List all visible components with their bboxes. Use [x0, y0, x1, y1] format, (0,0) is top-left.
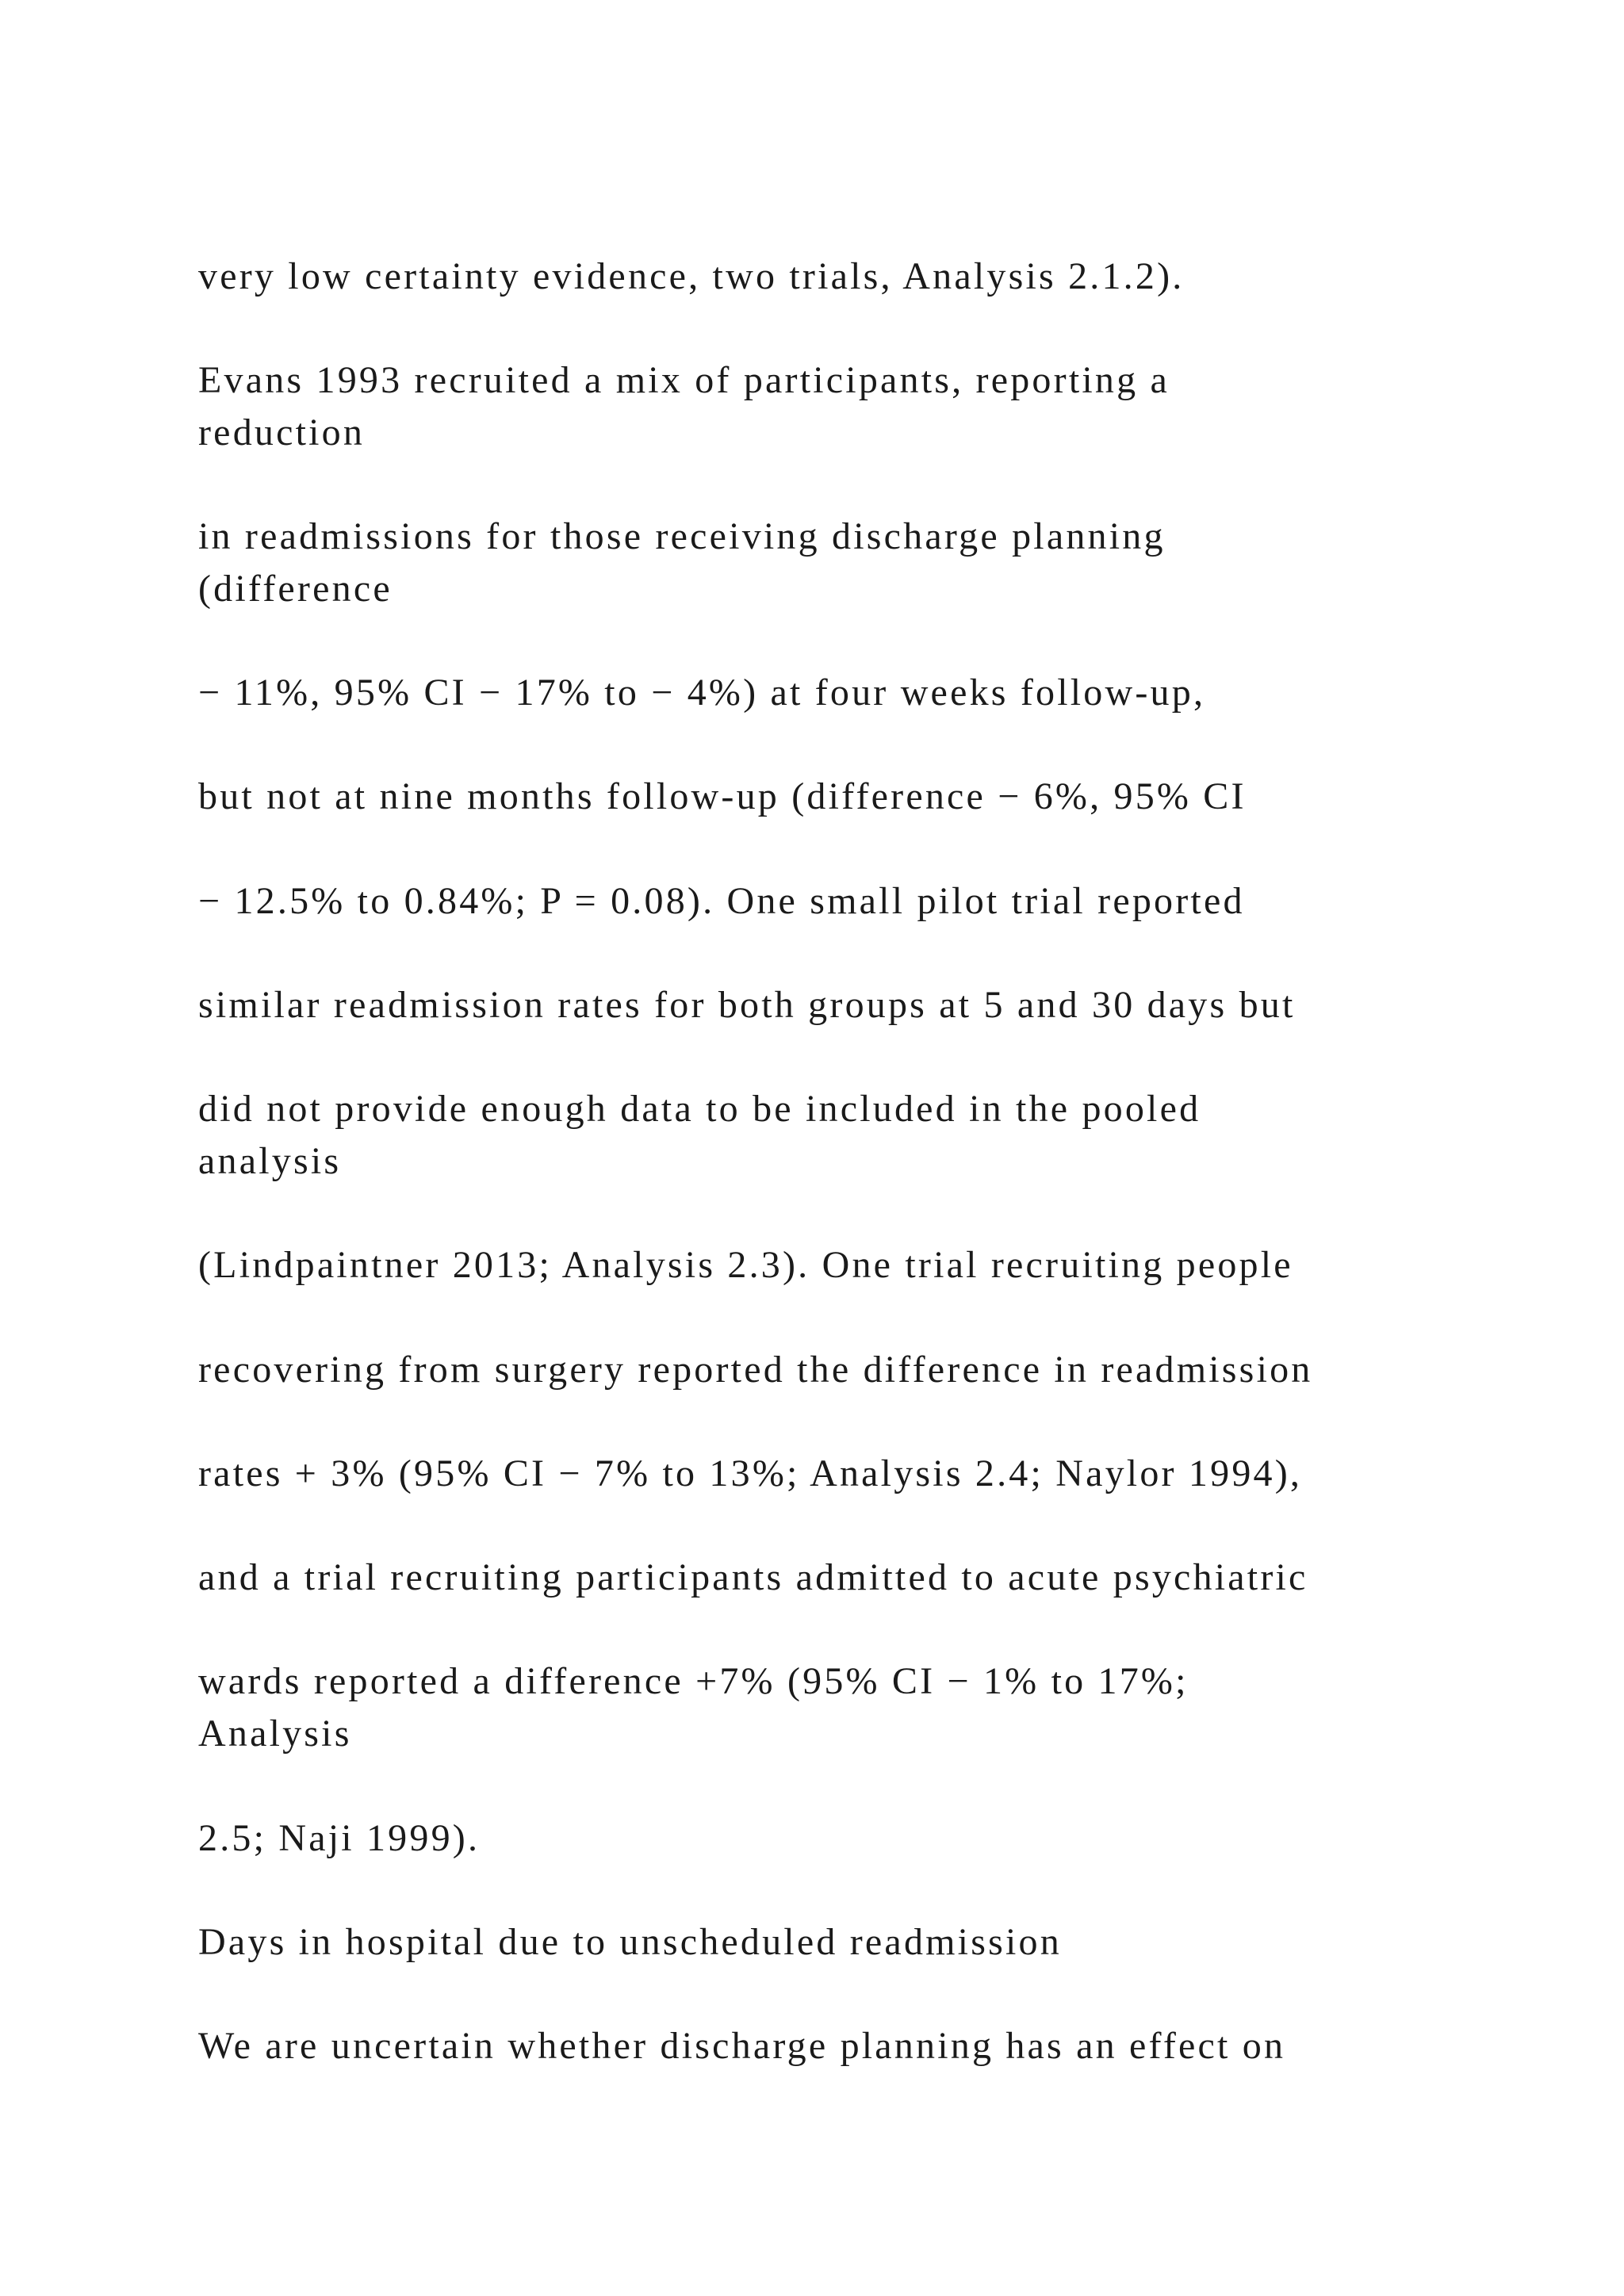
text-line: similar readmission rates for both groups at 5 and 30 days but	[198, 984, 1296, 1026]
text-line: wards reported a difference +7% (95% CI − 1% to 17%;	[198, 1660, 1189, 1702]
text-line: We are uncertain whether discharge planning has an effect on	[198, 2025, 1286, 2067]
text-line: rates + 3% (95% CI − 7% to 13%; Analysis 2.4; Naylor 1994),	[198, 1452, 1303, 1494]
text-line: in readmissions for those receiving discharge planning	[198, 515, 1166, 557]
text-line: analysis	[198, 1140, 342, 1182]
text-line: − 12.5% to 0.84%; P = 0.08). One small pilot trial reported	[198, 880, 1245, 922]
text-line: Evans 1993 recruited a mix of participants, reporting a	[198, 359, 1170, 401]
text-line: recovering from surgery reported the difference in readmission	[198, 1349, 1313, 1391]
text-line: very low certainty evidence, two trials, Analysis 2.1.2).	[198, 255, 1185, 297]
text-line: 2.5; Naji 1999).	[198, 1817, 481, 1859]
text-line: Analysis	[198, 1712, 352, 1755]
text-line: but not at nine months follow-up (difference − 6%, 95% CI	[198, 775, 1247, 817]
text-line: reduction	[198, 411, 366, 453]
text-line: − 11%, 95% CI − 17% to − 4%) at four weeks follow-up,	[198, 672, 1206, 714]
text-line: did not provide enough data to be included in the pooled	[198, 1088, 1201, 1130]
section-heading: Days in hospital due to unscheduled readmission	[198, 1921, 1062, 1963]
text-line: (Lindpaintner 2013; Analysis 2.3). One trial recruiting people	[198, 1244, 1293, 1286]
text-line: and a trial recruiting participants admitted to acute psychiatric	[198, 1556, 1308, 1598]
text-line: (difference	[198, 568, 393, 610]
